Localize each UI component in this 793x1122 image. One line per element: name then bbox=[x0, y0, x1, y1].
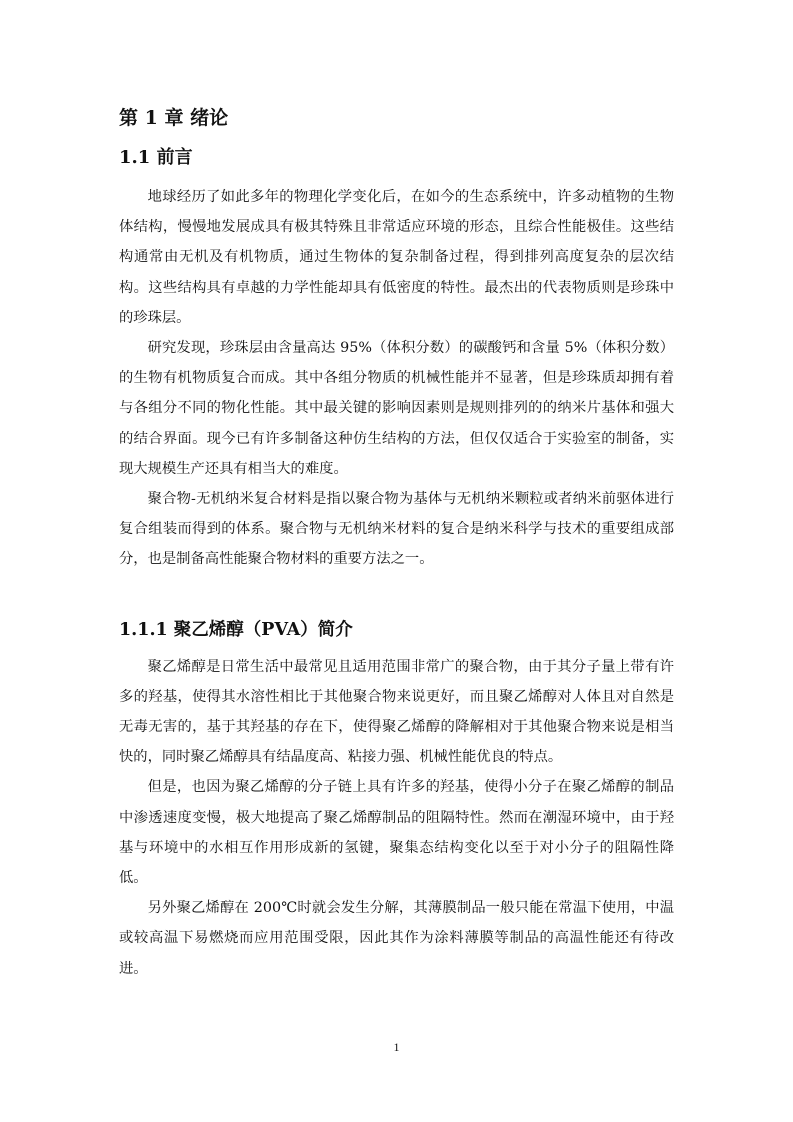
page-number: 1 bbox=[393, 1040, 400, 1054]
section-heading-1-1: 1.1 前言 bbox=[119, 147, 193, 168]
paragraph-pva-3: 另外聚乙烯醇在 200℃时就会发生分解，其薄膜制品一般只能在常温下使用，中温或较高温下易燃烧而应用范围受限，因此其作为涂料薄膜等制品的高温性能还有待改进。 bbox=[119, 900, 674, 977]
paragraph-pva-2: 但是，也因为聚乙烯醇的分子链上具有许多的羟基，使得小分子在聚乙烯醇的制品中渗透速度变慢，极大地提高了聚乙烯醇制品的阻隔特性。然而在潮湿环境中，由于羟基与环境中的水相互作用形成新的氢键，聚集态结构变化以至于对小分子的阻隔性降低。 bbox=[119, 779, 674, 887]
paragraph-pva-1: 聚乙烯醇是日常生活中最常见且适用范围非常广的聚合物，由于其分子量上带有许多的羟基，使得其水溶性相比于其他聚合物来说更好，而且聚乙烯醇对人体且对自然是无毒无害的，基于其羟基的存在下，使得聚乙烯醇的降解相对于其他聚合物来说是相当快的，同时聚乙烯醇具有结晶度高、粘接力强、机械性能优良的特点。 bbox=[119, 658, 674, 766]
section-heading-1-1-1: 1.1.1 聚乙烯醇（PVA）简介 bbox=[119, 619, 353, 640]
section-spacer bbox=[119, 575, 674, 610]
page-content bbox=[119, 98, 674, 984]
chapter-title: 第 1 章 绪论 bbox=[119, 107, 229, 129]
paragraph-intro-3: 聚合物-无机纳米复合材料是指以聚合物为基体与无机纳米颗粒或者纳米前驱体进行复合组装而得到的体系。聚合物与无机纳米材料的复合是纳米科学与技术的重要组成部分，也是制备高性能聚合物材料的重要方法之一。 bbox=[119, 491, 674, 568]
paragraph-intro-2: 研究发现，珍珠层由含量高达 95%（体积分数）的碳酸钙和含量 5%（体积分数）的生物有机物质复合而成。其中各组分物质的机械性能并不显著，但是珍珠质却拥有着与各组分不同的物化性能。其中最关键的影响因素则是规则排列的的纳米片基体和强大的结合界面。现今已有许多制备这种仿生结构的方法，但仅仅适合于实验室的制备，实现大规模生产还具有相当大的难度。 bbox=[119, 340, 674, 477]
paragraph-intro-1: 地球经历了如此多年的物理化学变化后，在如今的生态系统中，许多动植物的生物体结构，慢慢地发展成具有极其特殊且非常适应环境的形态，且综合性能极佳。这些结构通常由无机及有机物质，通过生物体的复杂制备过程，得到排列高度复杂的层次结构。这些结构具有卓越的力学性能却具有低密度的特性。最杰出的代表物质则是珍珠中的珍珠层。 bbox=[119, 189, 674, 326]
